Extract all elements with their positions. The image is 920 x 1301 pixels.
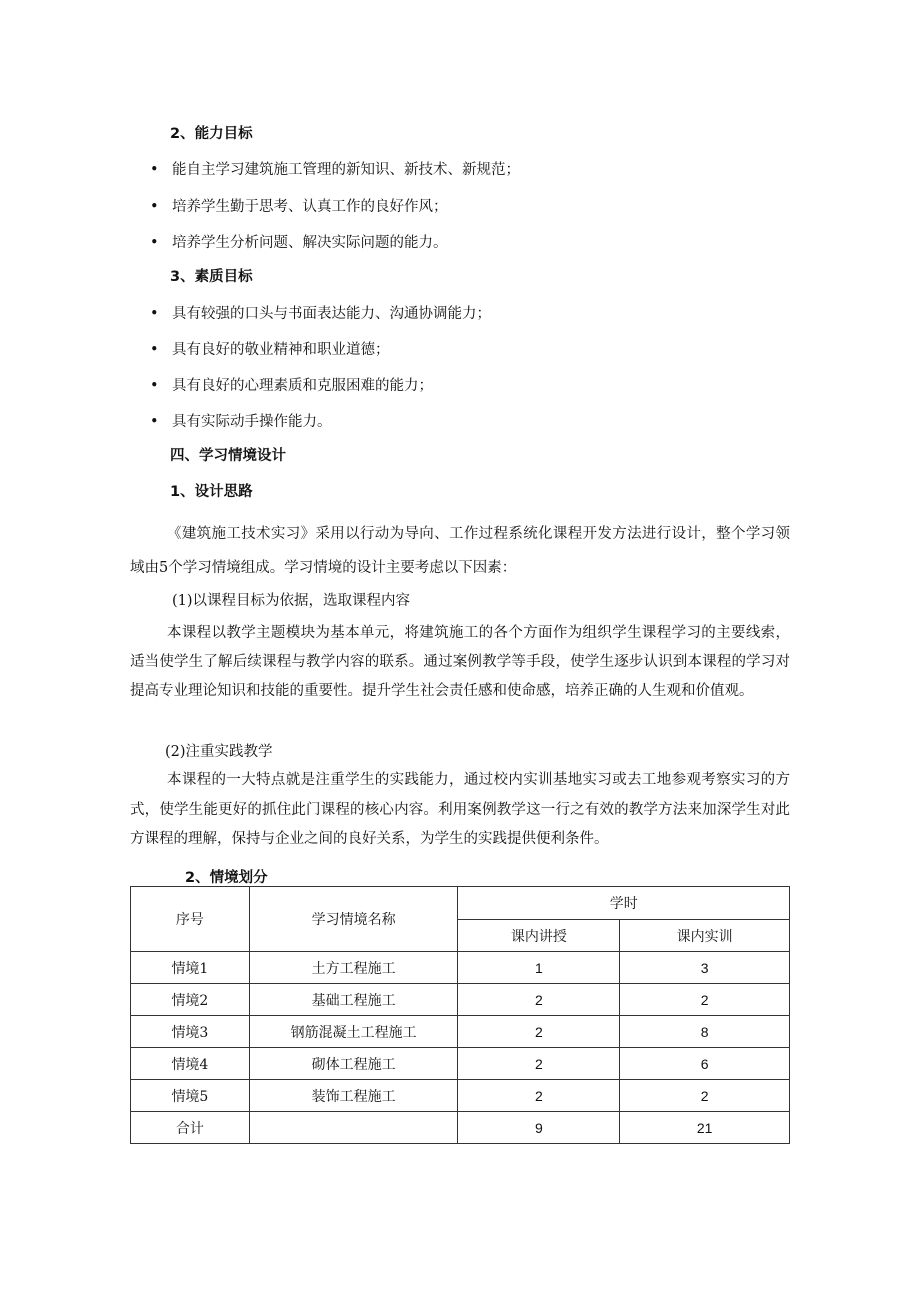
table-cell: 2 xyxy=(620,1080,790,1112)
table-row xyxy=(131,1112,790,1144)
table-cell: 6 xyxy=(620,1048,790,1080)
table-cell xyxy=(249,1112,458,1144)
situation-table xyxy=(130,886,790,1144)
table-cell: 2 xyxy=(458,984,620,1016)
header-lecture: 课内讲授 xyxy=(458,920,620,952)
list-item: • 培养学生分析问题、解决实际问题的能力。 xyxy=(150,235,448,251)
table-cell: 情境2 xyxy=(131,984,250,1016)
list-text: 具有良好的敬业精神和职业道德； xyxy=(172,342,390,358)
paragraph-practice: 本课程的一大特点就是注重学生的实践能力，通过校内实训基地实习或去工地参观考察实习的方式，使学生能更好的抓住此门课程的核心内容。利用案例教学这一行之有效的教学方法来加深学生对此方课程的理解，保持与企业之间的良好关系，为学生的实践提供便利条件。 xyxy=(130,772,790,847)
list-item: • 能自主学习建筑施工管理的新知识、新技术、新规范； xyxy=(150,162,520,178)
table-cell: 8 xyxy=(620,1016,790,1048)
heading-design: 1、设计思路 xyxy=(170,484,253,500)
list-item: • 具有实际动手操作能力。 xyxy=(150,414,332,430)
list-item: • 培养学生勤于思考、认真工作的良好作风； xyxy=(150,199,448,215)
table-cell: 2 xyxy=(458,1048,620,1080)
table-cell: 情境1 xyxy=(131,952,250,984)
list-text: 培养学生分析问题、解决实际问题的能力。 xyxy=(172,235,448,251)
list-text: 能自主学习建筑施工管理的新知识、新技术、新规范； xyxy=(172,162,520,178)
heading-quality: 3、素质目标 xyxy=(170,269,253,285)
table-row xyxy=(131,1016,790,1048)
heading-ability: 2、能力目标 xyxy=(170,126,253,142)
table-cell: 情境4 xyxy=(131,1048,250,1080)
table-cell: 21 xyxy=(620,1112,790,1144)
list-item: • 具有良好的敬业精神和职业道德； xyxy=(150,342,390,358)
table-cell: 合计 xyxy=(131,1112,250,1144)
list-item: • 具有良好的心理素质和克服困难的能力； xyxy=(150,378,433,394)
table-row xyxy=(131,1048,790,1080)
header-hours: 学时 xyxy=(458,887,790,920)
table-cell: 土方工程施工 xyxy=(249,952,458,984)
table-cell: 2 xyxy=(458,1016,620,1048)
list-text: 具有实际动手操作能力。 xyxy=(172,414,332,430)
list-item: • 具有较强的口头与书面表达能力、沟通协调能力； xyxy=(150,306,491,322)
table-cell: 情境3 xyxy=(131,1016,250,1048)
table-cell: 钢筋混凝土工程施工 xyxy=(249,1016,458,1048)
table-cell: 2 xyxy=(620,984,790,1016)
table-row xyxy=(131,952,790,984)
header-name: 学习情境名称 xyxy=(249,887,458,952)
header-practice: 课内实训 xyxy=(620,920,790,952)
table-cell: 9 xyxy=(458,1112,620,1144)
list-text: 具有较强的口头与书面表达能力、沟通协调能力； xyxy=(172,306,491,322)
heading-section4: 四、学习情境设计 xyxy=(170,448,286,464)
list-text: 培养学生勤于思考、认真工作的良好作风； xyxy=(172,199,448,215)
paragraph-intro: 《建筑施工技术实习》采用以行动为导向、工作过程系统化课程开发方法进行设计，整个学习领域由5个学习情境组成。学习情境的设计主要考虑以下因素： xyxy=(130,526,790,576)
table-row xyxy=(131,1080,790,1112)
table-cell: 情境5 xyxy=(131,1080,250,1112)
list-text: 具有良好的心理素质和克服困难的能力； xyxy=(172,378,433,394)
table-cell: 1 xyxy=(458,952,620,984)
table-cell: 3 xyxy=(620,952,790,984)
table-cell: 2 xyxy=(458,1080,620,1112)
heading-division: 2、情境划分 xyxy=(185,870,268,886)
point-1: (1)以课程目标为依据，选取课程内容 xyxy=(172,593,411,609)
table-row xyxy=(131,984,790,1016)
paragraph-objectives: 本课程以教学主题模块为基本单元，将建筑施工的各个方面作为组织学生课程学习的主要线索，适当使学生了解后续课程与教学内容的联系。通过案例教学等手段，使学生逐步认识到本课程的学习对提高专业理论知识和技能的重要性。提升学生社会责任感和使命感，培养正确的人生观和价值观。 xyxy=(130,625,790,699)
table-cell: 基础工程施工 xyxy=(249,984,458,1016)
table-cell: 装饰工程施工 xyxy=(249,1080,458,1112)
header-no: 序号 xyxy=(131,887,250,952)
table-cell: 砌体工程施工 xyxy=(249,1048,458,1080)
point-2: (2)注重实践教学 xyxy=(165,744,273,760)
